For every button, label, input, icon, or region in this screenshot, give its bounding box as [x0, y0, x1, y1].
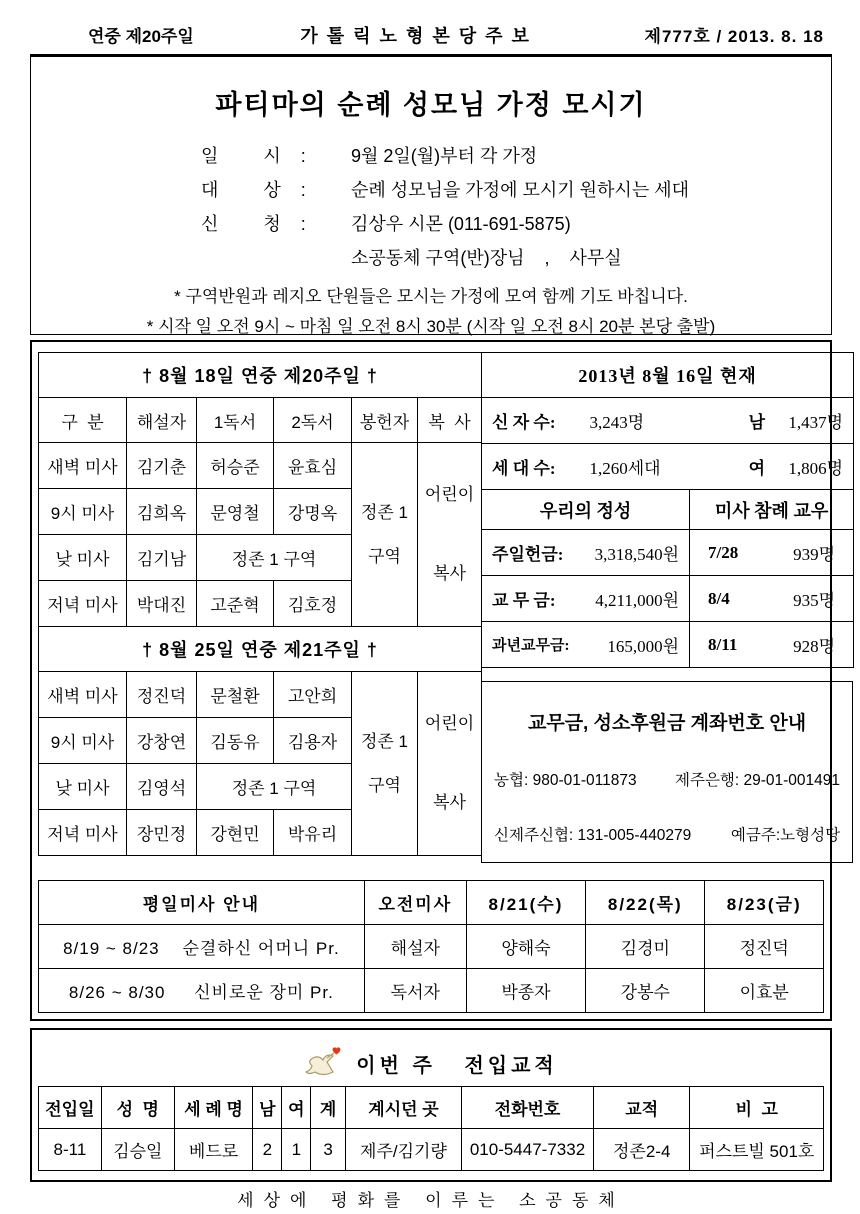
offering-value: 165,000원 — [607, 637, 680, 656]
schedule-cell: 낮 미사 — [39, 535, 127, 581]
transfer-caption — [38, 1040, 824, 1086]
table-row — [482, 490, 854, 530]
weekday-cell: 8/19 ~ 8/23 순결하신 어머니 Pr. — [39, 925, 365, 969]
mass-schedule-table — [38, 352, 482, 856]
table-row — [39, 353, 482, 398]
table-row — [39, 672, 482, 718]
dove-with-heart-icon — [304, 1045, 342, 1082]
table-row — [39, 925, 824, 969]
announcement-item — [201, 138, 831, 172]
schedule-cell: 장민정 — [127, 810, 197, 856]
table-row — [482, 530, 854, 576]
transfer-cell: 퍼스트빌 501호 — [690, 1129, 824, 1171]
table-row — [482, 576, 854, 622]
column-header: 여 — [282, 1087, 311, 1129]
table-row — [482, 622, 854, 668]
announcement-title: 파티마의 순례 성모님 가정 모시기 — [215, 90, 647, 120]
column-header: 계 — [311, 1087, 346, 1129]
offertory-cell: 정존 1 구역 — [352, 672, 418, 856]
account-jejubank: 제주은행: 29-01-001491 — [675, 772, 841, 789]
transfer-cell: 정존2-4 — [593, 1129, 690, 1171]
weekday-cell: 해설자 — [364, 925, 466, 969]
column-header: 1독서 — [197, 398, 274, 443]
schedule-cell: 정진덕 — [127, 672, 197, 718]
column-header: 8/23(금) — [705, 881, 824, 925]
column-header: 계시던 곳 — [345, 1087, 461, 1129]
weekday-cell: 김경미 — [586, 925, 705, 969]
announcement-note: * 구역반원과 레지오 단원들은 모시는 가정에 모여 함께 기도 바칩니다. — [174, 287, 688, 306]
weekday-cell: 강봉수 — [586, 969, 705, 1013]
schedule-cell: 문철환 — [197, 672, 274, 718]
schedule-cell: 새벽 미사 — [39, 672, 127, 718]
account-info-box — [481, 681, 853, 863]
table-row — [482, 398, 854, 444]
week1-title: † 8월 18일 연중 제20주일 † — [39, 353, 482, 398]
attendance-count: 939명 — [793, 545, 836, 564]
transfer-table — [38, 1086, 824, 1171]
schedule-cell: 강명옥 — [274, 489, 352, 535]
column-header: 복 사 — [418, 398, 482, 443]
column-header: 2독서 — [274, 398, 352, 443]
male-label: 남 — [748, 413, 766, 432]
transfer-cell: 김승일 — [101, 1129, 174, 1171]
weekday-cell: 8/26 ~ 8/30 신비로운 장미 Pr. — [39, 969, 365, 1013]
column-header: 전입일 — [39, 1087, 102, 1129]
footer-motto: 세상에 평화를 이루는 소공동체 — [237, 1191, 625, 1210]
offertory-cell: 정존 1 구역 — [352, 443, 418, 627]
transfer-cell: 8-11 — [39, 1129, 102, 1171]
attendance-count: 928명 — [793, 637, 836, 656]
table-row — [482, 353, 854, 398]
account-shinhyup: 신제주신협: 131-005-440279 — [494, 827, 692, 844]
table-row — [39, 627, 482, 672]
transfer-cell: 1 — [282, 1129, 311, 1171]
believers-label: 신 자 수: — [492, 413, 556, 432]
transfer-title: 이번 주 전입교적 — [356, 1054, 558, 1077]
masthead — [30, 22, 832, 54]
server-cell: 어린이 복사 — [418, 672, 482, 856]
account-holder: 예금주:노형성당 — [730, 827, 841, 844]
schedule-cell: 김호정 — [274, 581, 352, 627]
offering-label: 교 무 금: — [492, 591, 556, 610]
item-label: 신 청 : — [201, 214, 306, 234]
weekday-cell: 정진덕 — [705, 925, 824, 969]
column-header: 전화번호 — [462, 1087, 594, 1129]
offering-cell — [482, 576, 690, 622]
announcement-item — [201, 172, 831, 206]
schedule-cell: 김영석 — [127, 764, 197, 810]
schedule-cell: 9시 미사 — [39, 489, 127, 535]
households-cell — [482, 444, 854, 490]
transfer-cell: 베드로 — [174, 1129, 253, 1171]
masthead-issue: 제777호 / 2013. 8. 18 — [644, 27, 824, 46]
schedule-cell: 저녁 미사 — [39, 810, 127, 856]
schedule-cell: 저녁 미사 — [39, 581, 127, 627]
schedule-stats-box — [30, 340, 844, 1021]
schedule-cell: 9시 미사 — [39, 718, 127, 764]
believers-cell — [482, 398, 854, 444]
offering-label: 주일헌금: — [492, 545, 564, 564]
schedule-cell: 김용자 — [274, 718, 352, 764]
column-header: 비 고 — [690, 1087, 824, 1129]
schedule-cell: 정존 1 구역 — [197, 535, 352, 581]
offering-value: 4,211,000원 — [595, 591, 680, 610]
table-row — [39, 1087, 824, 1129]
schedule-cell: 허승준 — [197, 443, 274, 489]
transfer-cell: 제주/김기량 — [345, 1129, 461, 1171]
column-header: 8/21(수) — [466, 881, 585, 925]
households-value: 1,260세대 — [589, 459, 661, 478]
table-row — [482, 444, 854, 490]
table-row — [39, 443, 482, 489]
schedule-cell: 정존 1 구역 — [197, 764, 352, 810]
weekday-cell: 이효분 — [705, 969, 824, 1013]
account-title: 교무금, 성소후원금 계좌번호 안내 — [528, 713, 807, 734]
schedule-cell: 고안희 — [274, 672, 352, 718]
weekday-cell: 양해숙 — [466, 925, 585, 969]
transfer-cell: 3 — [311, 1129, 346, 1171]
item-value: 김상우 시몬 (011-691-5875) — [351, 214, 571, 234]
column-header: 오전미사 — [364, 881, 466, 925]
attendance-count: 935명 — [793, 591, 836, 610]
column-header: 세 례 명 — [174, 1087, 253, 1129]
statistics-table — [481, 352, 854, 668]
item-label: 대 상 : — [201, 180, 306, 200]
attendance-cell — [690, 530, 854, 576]
column-header: 8/22(목) — [586, 881, 705, 925]
item-value: 소공동체 구역(반)장님 , 사무실 — [351, 248, 622, 268]
offering-cell — [482, 530, 690, 576]
schedule-cell: 강창연 — [127, 718, 197, 764]
attendance-cell — [690, 622, 854, 668]
table-row — [39, 398, 482, 443]
column-header: 교적 — [593, 1087, 690, 1129]
attendance-date: 8/11 — [708, 634, 738, 654]
announcement-note: * 시작 일 오전 9시 ~ 마침 일 오전 8시 30분 (시작 일 오전 8시 20분 본당 출발) — [146, 317, 716, 336]
announcement-items — [201, 138, 831, 274]
male-value: 1,437명 — [788, 413, 844, 432]
schedule-cell: 윤효심 — [274, 443, 352, 489]
schedule-cell: 김기춘 — [127, 443, 197, 489]
weekday-cell: 독서자 — [364, 969, 466, 1013]
table-row — [39, 1129, 824, 1171]
account-line — [492, 823, 842, 845]
weekday-cell: 박종자 — [466, 969, 585, 1013]
server-cell: 어린이 복사 — [418, 443, 482, 627]
table-row — [39, 969, 824, 1013]
account-line — [492, 768, 842, 790]
schedule-cell: 김동유 — [197, 718, 274, 764]
schedule-cell: 고준혁 — [197, 581, 274, 627]
column-header: 남 — [253, 1087, 282, 1129]
column-header: 해설자 — [127, 398, 197, 443]
schedule-cell: 낮 미사 — [39, 764, 127, 810]
transfer-cell: 2 — [253, 1129, 282, 1171]
offering-label: 과년교무금: — [492, 638, 570, 654]
schedule-cell: 김희옥 — [127, 489, 197, 535]
offering-cell — [482, 622, 690, 668]
stats-column — [481, 352, 853, 863]
attendance-date: 7/28 — [708, 542, 739, 562]
column-header: 구 분 — [39, 398, 127, 443]
masthead-title: 가톨릭노형본당주보 — [300, 26, 538, 46]
announcement-notes — [31, 282, 831, 342]
weekday-mass-table — [38, 880, 824, 1013]
believers-value: 3,243명 — [589, 413, 645, 432]
announcement-item — [201, 240, 831, 274]
column-header: 성 명 — [101, 1087, 174, 1129]
table-row — [39, 881, 824, 925]
transfer-cell: 010-5447-7332 — [462, 1129, 594, 1171]
column-header: 평일미사 안내 — [39, 881, 365, 925]
column-header: 봉헌자 — [352, 398, 418, 443]
schedule-cell: 강현민 — [197, 810, 274, 856]
announcement-box — [30, 54, 832, 335]
offering-header: 우리의 정성 — [482, 490, 690, 530]
item-value: 순례 성모님을 가정에 모시기 원하시는 세대 — [351, 180, 689, 200]
stats-as-of: 2013년 8월 16일 현재 — [482, 353, 854, 398]
week2-title: † 8월 25일 연중 제21주일 † — [39, 627, 482, 672]
female-value: 1,806명 — [788, 459, 844, 478]
schedule-cell: 문영철 — [197, 489, 274, 535]
announcement-item — [201, 206, 831, 240]
schedule-cell: 박유리 — [274, 810, 352, 856]
attendance-cell — [690, 576, 854, 622]
attendance-header: 미사 참례 교우 — [690, 490, 854, 530]
schedule-cell: 김기남 — [127, 535, 197, 581]
female-label: 여 — [748, 459, 766, 478]
item-label: 일 시 : — [201, 146, 306, 166]
schedule-cell: 박대진 — [127, 581, 197, 627]
account-nonghyup: 농협: 980-01-011873 — [494, 772, 637, 789]
schedule-cell: 새벽 미사 — [39, 443, 127, 489]
attendance-date: 8/4 — [708, 588, 730, 608]
item-value: 9월 2일(월)부터 각 가정 — [351, 146, 538, 166]
households-label: 세 대 수: — [492, 459, 556, 478]
masthead-season: 연중 제20주일 — [88, 27, 194, 46]
offering-value: 3,318,540원 — [594, 545, 680, 564]
transfer-box — [30, 1028, 832, 1182]
